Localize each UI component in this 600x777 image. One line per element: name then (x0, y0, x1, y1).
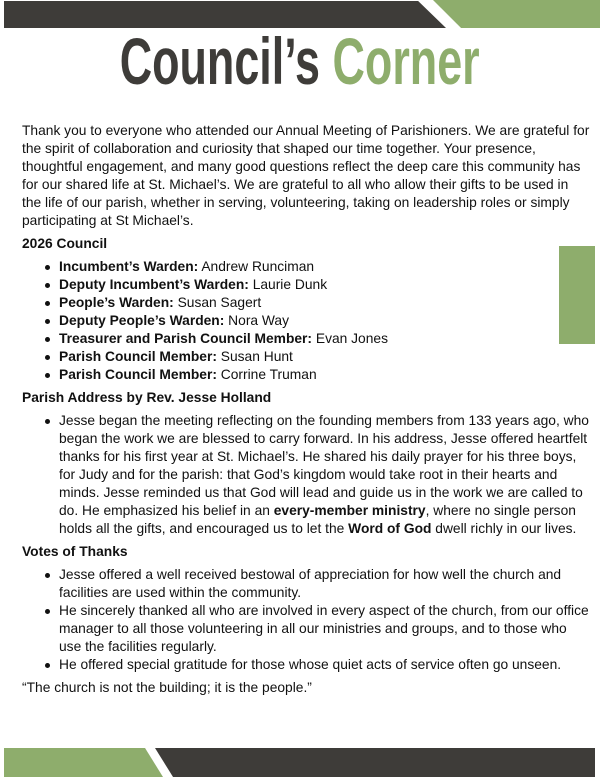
list-item (22, 312, 590, 330)
member-role: Incumbent’s Warden: (59, 259, 199, 274)
list-item: Jesse offered a well received bestowal of appreciation for how well the church and facilities are used within the community. (22, 566, 590, 602)
member-role: Parish Council Member: (59, 349, 217, 364)
text-segment: , where no single person holds all the gifts, and encouraged us to let the (59, 503, 576, 536)
list-item: He offered special gratitude for those whose quiet acts of service often go unseen. (22, 656, 590, 674)
member-name: Evan Jones (312, 331, 388, 346)
text-segment: dwell richly in our lives. (431, 521, 577, 536)
list-item: He sincerely thanked all who are involved in every aspect of the church, from our office manager to all those volunteering in all our ministries and groups, and to those who use the facilities regularly. (22, 602, 590, 656)
member-name: Andrew Runciman (198, 259, 315, 274)
list-item (22, 348, 590, 366)
document-body (22, 0, 590, 697)
list-item (22, 366, 590, 384)
list-item (22, 294, 590, 312)
intro-paragraph: Thank you to everyone who attended our Annual Meeting of Parishioners. We are grateful for the spirit of collaboration and curiosity that shaped our time together. Your presence, thoughtful engagement, and many good questions reflect the deep care this community has for our shared life at St. Michael’s. We are grateful to all who allow their gifts to be used in the life of our parish, whether in serving, volunteering, taking on leadership roles or simply participating at St Michael’s. (22, 123, 590, 228)
member-role: Treasurer and Parish Council Member: (59, 331, 313, 346)
list-item (22, 330, 590, 348)
member-role: Parish Council Member: (59, 367, 217, 382)
list-item (22, 276, 590, 294)
footer-dark-band (155, 748, 595, 777)
council-member-list (22, 258, 590, 384)
footer-green-accent (4, 748, 163, 777)
page-title-part1: Council’s (120, 24, 321, 98)
member-name: Susan Sagert (173, 295, 262, 310)
member-name: Susan Hunt (216, 349, 293, 364)
member-name: Nora Way (224, 313, 289, 328)
council-heading: 2026 Council (22, 236, 108, 251)
list-item (22, 258, 590, 276)
member-role: Deputy Incumbent’s Warden: (59, 277, 249, 292)
parish-address-heading: Parish Address by Rev. Jesse Holland (22, 390, 272, 405)
closing-quote: “The church is not the building; it is the people.” (22, 680, 312, 695)
member-role: People’s Warden: (59, 295, 174, 310)
member-role: Deputy People’s Warden: (59, 313, 225, 328)
votes-of-thanks-heading: Votes of Thanks (22, 544, 128, 559)
list-item (22, 412, 590, 538)
member-name: Corrine Truman (216, 367, 317, 382)
text-segment: Word of God (348, 521, 432, 536)
text-segment: Jesse began the meeting reflecting on the founding members from 133 years ago, who began the work we are blessed to carry forward. In his address, Jesse offered heartfelt thanks for his first year at St. Michael’s. He shared his daily prayer for his three boys, for Judy and for the parish: that God’s kingdom would take root in their hearts and minds. Jesse reminded us that God will lead and guide us in the work we are called to do. He emphasized his belief in an (59, 413, 589, 518)
text-segment: every-member ministry (273, 503, 426, 518)
member-name: Laurie Dunk (248, 277, 328, 292)
page-title-part2: Corner (332, 24, 480, 98)
parish-address-list (22, 412, 590, 538)
votes-of-thanks-list (22, 566, 590, 674)
